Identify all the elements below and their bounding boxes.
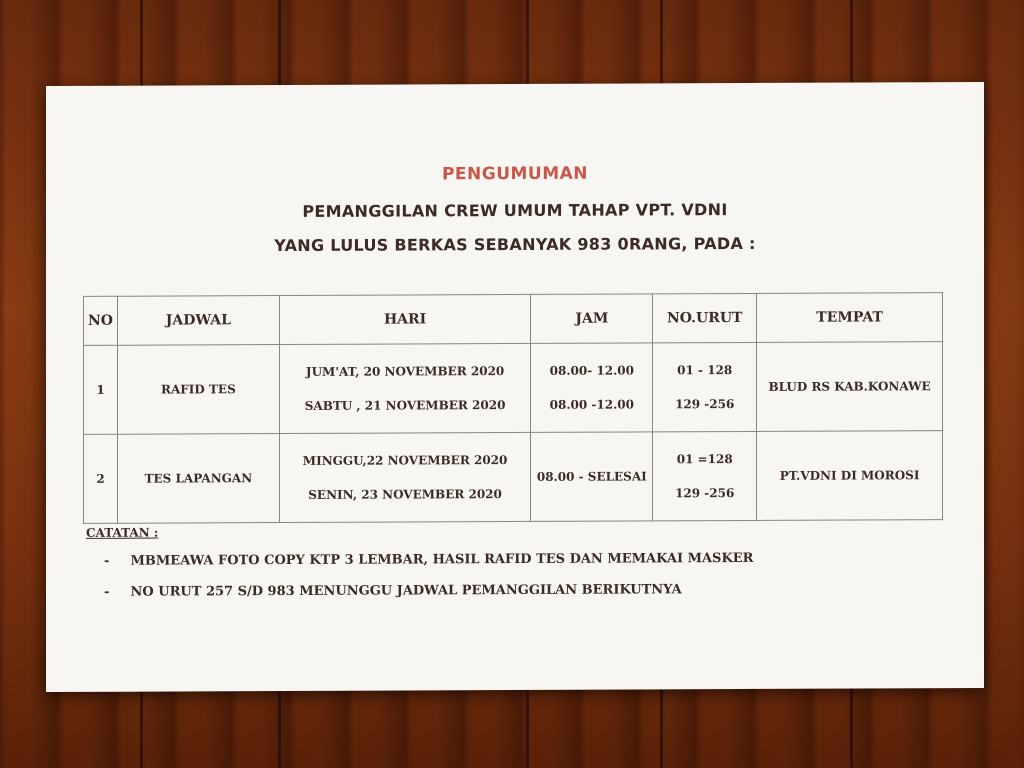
no-urut-line: 129 -256 xyxy=(675,397,735,412)
jam-line: 08.00- 12.00 xyxy=(549,363,634,378)
no-urut-line: 129 -256 xyxy=(675,486,735,501)
cell-jadwal: TES LAPANGAN xyxy=(117,434,279,524)
bullet-dash-icon: - xyxy=(104,553,110,569)
note-text: NO URUT 257 S/D 983 MENUNGGU JADWAL PEMANGGILAN BERIKUTNYA xyxy=(130,582,682,600)
cell-hari xyxy=(279,432,531,522)
notice-subtitle-1: PEMANGGILAN CREW UMUM TAHAP VPT. VDNI xyxy=(302,200,728,221)
table-row xyxy=(84,431,943,524)
cell-jam: 08.00 - SELESAI xyxy=(531,432,653,522)
header-jadwal: JADWAL xyxy=(117,296,279,346)
no-urut-line: 01 - 128 xyxy=(677,363,733,378)
cell-tempat: PT.VDNI DI MOROSI xyxy=(757,431,943,521)
header-tempat: TEMPAT xyxy=(757,293,943,343)
cell-no: 1 xyxy=(84,345,118,434)
header-no-urut: NO.URUT xyxy=(653,293,757,342)
cell-tempat: BLUD RS KAB.KONAWE xyxy=(757,342,943,432)
header-no: NO xyxy=(84,296,118,345)
announcement-paper xyxy=(46,82,984,692)
cell-jam xyxy=(531,343,653,433)
note-text: MBMEAWA FOTO COPY KTP 3 LEMBAR, HASIL RAFID TES DAN MEMAKAI MASKER xyxy=(130,550,754,569)
notice-title: PENGUMUMAN xyxy=(441,163,589,185)
cell-no-urut xyxy=(653,431,757,520)
cell-jadwal: RAFID TES xyxy=(117,345,279,435)
notes-heading: CATATAN : xyxy=(86,525,159,540)
cell-hari xyxy=(279,343,531,433)
cell-no-urut xyxy=(653,342,757,431)
note-item xyxy=(104,582,753,600)
no-urut-line: 01 =128 xyxy=(676,452,733,467)
note-item xyxy=(104,551,753,569)
hari-line: JUM'AT, 20 NOVEMBER 2020 xyxy=(305,364,505,379)
notice-subtitle-2: YANG LULUS BERKAS SEBANYAK 983 0RANG, PADA : xyxy=(274,233,756,256)
jam-line: 08.00 -12.00 xyxy=(549,397,634,412)
notes-section xyxy=(86,523,753,616)
table-row xyxy=(84,342,943,435)
hari-line: MINGGU,22 NOVEMBER 2020 xyxy=(302,453,508,468)
hari-line: SENIN, 23 NOVEMBER 2020 xyxy=(308,487,502,502)
table-header-row xyxy=(84,293,943,346)
schedule-table xyxy=(83,292,943,524)
header-jam: JAM xyxy=(531,294,653,344)
cell-no: 2 xyxy=(84,434,118,523)
hari-line: SABTU , 21 NOVEMBER 2020 xyxy=(304,398,506,413)
header-hari: HARI xyxy=(279,294,531,344)
bullet-dash-icon: - xyxy=(104,584,110,600)
